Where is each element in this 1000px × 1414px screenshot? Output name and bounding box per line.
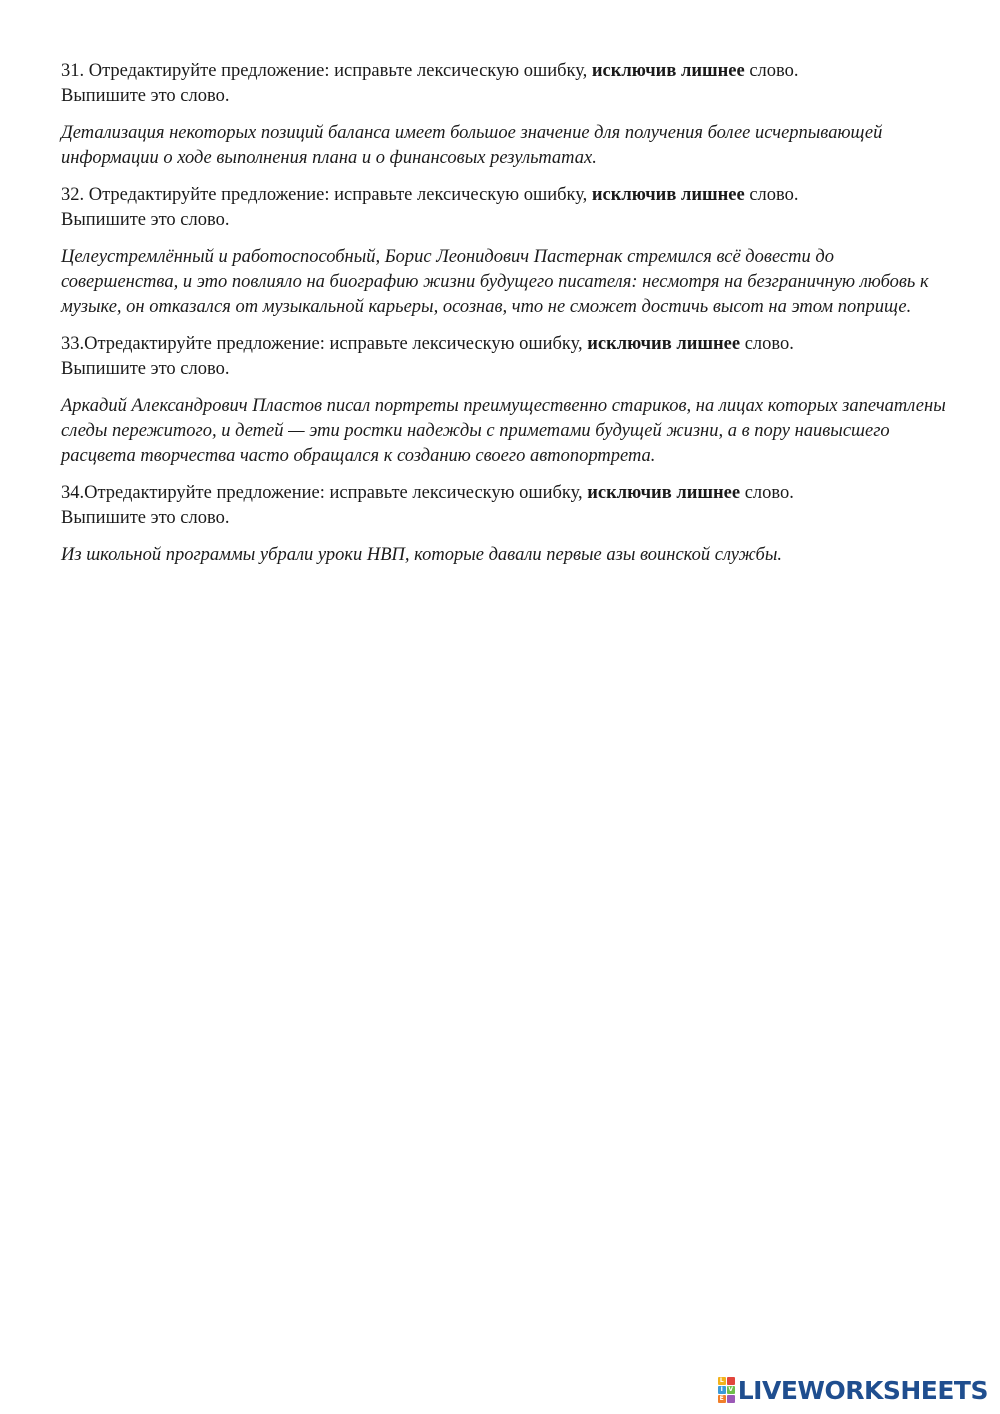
example-sentence: Целеустремлённый и работоспособный, Борис Леонидович Пастернак стремился всё довести до совершенства, и это повлияло на биографию жизни будущего писателя: несмотря на безграничную любовь к музыке, он отказался от музыкальной карьеры, осознав, что не сможет достичь высот на этом поприще. (61, 247, 929, 317)
example-sentence: Аркадий Александрович Пластов писал портреты преимущественно стариков, на лицах которых запечатлены следы пережитого, и детей — эти ростки надежды с приметами будущей жизни, а в пору наивысшего расцвета творчества часто обращался к созданию своего автопортрета. (61, 396, 946, 466)
prompt-text-end: слово. (744, 185, 799, 205)
prompt-text: Отредактируйте предложение: исправьте лексическую ошибку, (88, 185, 592, 205)
prompt-bold: исключив лишнее (587, 334, 741, 354)
task-31 (61, 59, 951, 171)
liveworksheets-logo (718, 1376, 988, 1404)
logo-square: E (719, 1395, 724, 1402)
prompt-bold: исключив лишнее (591, 61, 745, 81)
logo-text: LIVEWORKSHEETS (737, 1375, 988, 1405)
prompt-text: Отредактируйте предложение: исправьте лексическую ошибку, (84, 483, 588, 503)
logo-square: I (718, 1386, 726, 1394)
prompt-line2: Выпишите это слово. (61, 508, 230, 528)
prompt-line2: Выпишите это слово. (61, 210, 230, 230)
prompt-text: Отредактируйте предложение: исправьте лексическую ошибку, (84, 334, 588, 354)
task-34 (61, 481, 951, 568)
prompt-text-end: слово. (740, 334, 794, 354)
prompt-bold: исключив лишнее (587, 483, 741, 503)
example-sentence: Из школьной программы убрали уроки НВП, которые давали первые азы воинской службы. (61, 545, 782, 565)
prompt-line2: Выпишите это слово. (61, 86, 230, 106)
task-number: 31. (61, 61, 89, 81)
task-number: 34. (61, 483, 85, 503)
prompt-bold: исключив лишнее (591, 185, 745, 205)
task-prompt (61, 481, 951, 531)
logo-square: V (728, 1386, 734, 1393)
logo-square (727, 1377, 735, 1385)
prompt-line2: Выпишите это слово. (61, 359, 230, 379)
logo-square (727, 1395, 735, 1403)
prompt-text-end: слово. (744, 61, 799, 81)
task-prompt (61, 332, 951, 382)
task-33 (61, 332, 951, 469)
task-32 (61, 183, 951, 320)
logo-square: L (718, 1377, 726, 1385)
example-sentence: Детализация некоторых позиций баланса имеет большое значение для получения более исчерпывающей информации о ходе выполнения плана и о финансовых результатах. (61, 123, 883, 168)
task-number: 33. (61, 334, 85, 354)
task-prompt (61, 183, 951, 233)
prompt-text-end: слово. (740, 483, 794, 503)
task-number: 32. (61, 185, 89, 205)
logo-mark-icon (718, 1377, 735, 1403)
task-prompt (61, 59, 951, 109)
prompt-text: Отредактируйте предложение: исправьте лексическую ошибку, (88, 61, 592, 81)
worksheet-content (61, 59, 951, 580)
